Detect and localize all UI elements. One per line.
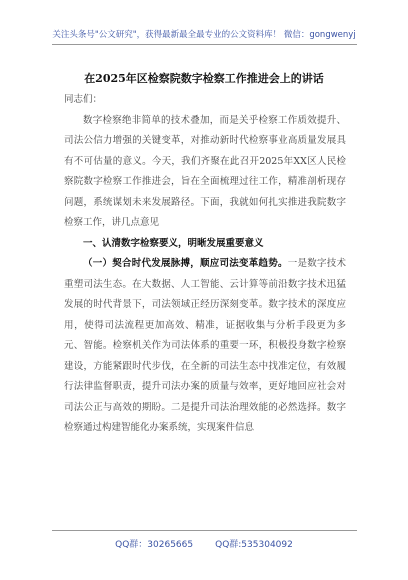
footer-divider	[52, 530, 357, 531]
footer-qq-group-2: QQ群:535304092	[215, 540, 293, 550]
intro-paragraph: 数字检察绝非简单的技术叠加，而是关乎检察工作质效提升、司法公信力增强的关键变革，对推动新时代检察事业高质量发展具有不可估量的意义。今天，我们齐聚在此召开2025年XX区人民检察院数字检察工作推进会，旨在全面梳理过往工作，精准剖析现存问题，系统谋划未来发展路径。下面，我就如何扎实推进我院数字检察工作，讲几点意见	[64, 114, 346, 228]
subsection-heading-1: （一）契合时代发展脉搏，顺应司法变革趋势。	[83, 258, 288, 269]
document-body	[64, 90, 346, 439]
subsection-paragraph-1	[64, 254, 346, 439]
header-divider	[52, 44, 357, 45]
header-promo-note: 关注头条号"公文研究"，获得最新最全最专业的公文资料库！ 微信：gongwenyj	[52, 30, 356, 40]
salutation: 同志们：	[64, 94, 103, 105]
footer-contact	[0, 537, 408, 550]
document-title: 在2025年区检察院数字检察工作推进会上的讲话	[84, 72, 324, 85]
section-heading-1: 一、认清数字检察要义，明晰发展重要意义	[83, 237, 264, 249]
subsection-body-1: 一是数字技术重塑司法生态。在大数据、人工智能、云计算等前沿数字技术迅猛发展的时代背景下，司法领域正经历深刻变革。数字技术的深度应用，使得司法流程更加高效、精准，证据收集与分析手段更为多元、智能。检察机关作为司法体系的重要一环，积极投身数字检察建设，方能紧跟时代步伐，在全新的司法生态中找准定位，有效履行法律监督职责，提升司法办案的质量与效率，更好地回应社会对司法公正与高效的期盼。二是提升司法治理效能的必然选择。数字检察通过构建智能化办案系统，实现案件信息	[64, 258, 346, 433]
footer-qq-group-1: QQ群：30265665	[115, 540, 194, 550]
